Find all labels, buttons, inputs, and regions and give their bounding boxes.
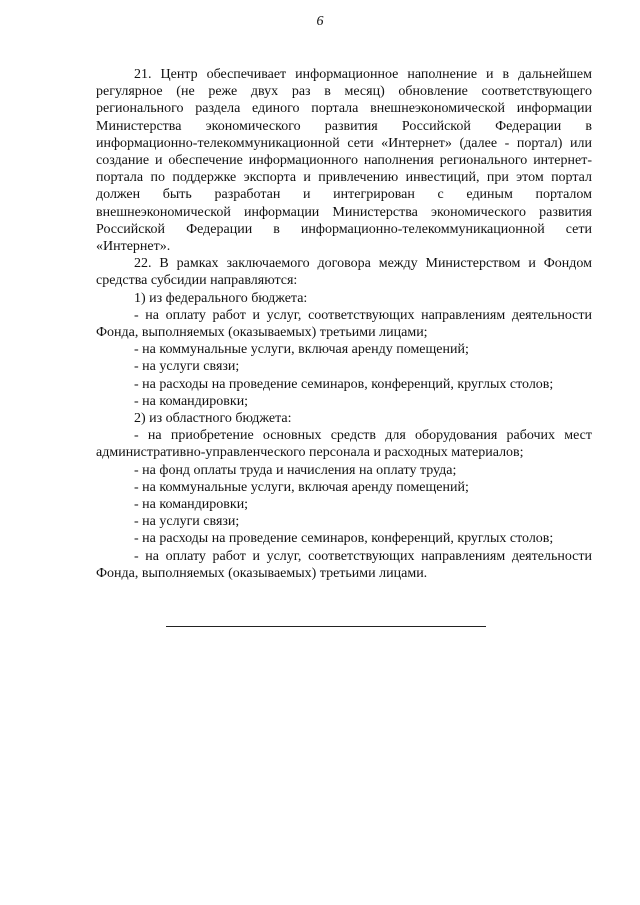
federal-item: - на услуги связи; <box>134 359 240 375</box>
regional-item: - на расходы на проведение семинаров, конференций, круглых столов; <box>134 531 554 547</box>
page-number: 6 <box>316 14 324 29</box>
regional-item: - на фонд оплаты труда и начисления на оплату труда; <box>134 462 457 478</box>
federal-item: - на оплату работ и услуг, соответствующих направлениям деятельности Фонда, выполняемых (оказываемых) третьими лицами; <box>96 307 592 341</box>
regional-budget-heading: 2) из областного бюджета: <box>134 411 292 427</box>
regional-item: - на оплату работ и услуг, соответствующих направлениям деятельности Фонда, выполняемых (оказываемых) третьими лицами. <box>96 548 592 581</box>
regional-item: - на приобретение основных средств для оборудования рабочих мест административно-управленческого персонала и расходных материалов; <box>96 428 592 461</box>
federal-item: - на коммунальные услуги, включая аренду помещений; <box>134 342 469 358</box>
end-of-document-divider <box>166 626 486 627</box>
regional-item: - на коммунальные услуги, включая аренду помещений; <box>134 479 469 495</box>
paragraph-22: 22. В рамках заключаемого договора между Министерством и Фондом средства субсидии направляются: <box>96 256 592 289</box>
federal-item: - на командировки; <box>134 393 249 409</box>
paragraph-21: 21. Центр обеспечивает информационное наполнение и в дальнейшем регулярное (не реже двух раз в месяц) обновление соответствующего регионального раздела единого портала внешнеэкономической информации Министерства экономического развития Российской Федерации в информационно-телекоммуникационной сети «Интернет» (далее - портал) или создание и обеспечение информационного наполнения регионального интернет-портала по поддержке экспорта и привлечению инвестиций, при этом портал должен быть разработан и интегрирован с единым порталом внешнеэкономической информации Министерства экономического развития Российской Федерации в информационно-телекоммуникационной сети «Интернет». <box>96 67 592 255</box>
document-body <box>96 66 592 582</box>
regional-item: - на услуги связи; <box>134 514 240 530</box>
regional-item: - на командировки; <box>134 497 249 513</box>
federal-budget-heading: 1) из федерального бюджета: <box>134 290 308 306</box>
federal-item: - на расходы на проведение семинаров, конференций, круглых столов; <box>134 376 554 392</box>
